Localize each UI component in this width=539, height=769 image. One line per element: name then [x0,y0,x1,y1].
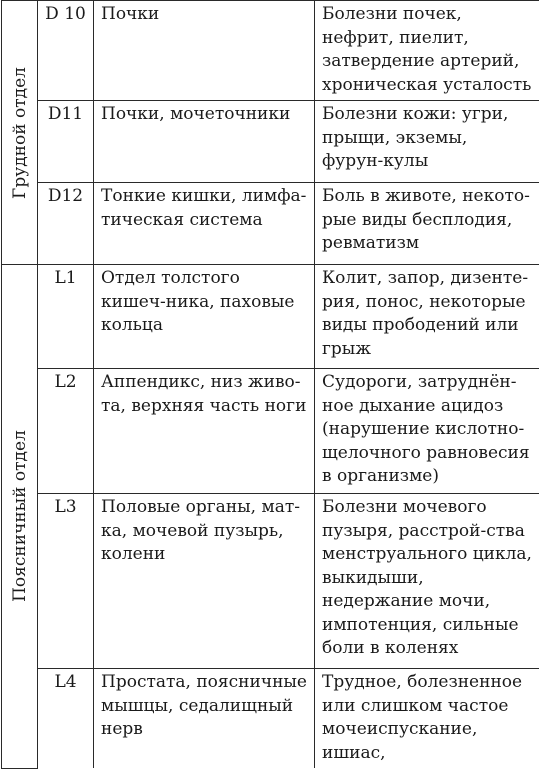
organs-cell: Половые органы, мат-ка, мочевой пузырь, колени [94,494,315,669]
diseases-cell: Болезни мочевого пузыря, расстрой-ства менструального цикла, выкидыши, недержание мочи, импотенция, сильные боли в коленях [315,494,539,669]
organs-cell: Аппендикс, низ живо-та, верхняя часть ноги [94,369,315,494]
diseases-cell: Болезни кожи: угри, прыщи, экземы, фурун-кулы [315,101,539,183]
organs-cell: Почки, мочеточники [94,101,315,183]
vertebra-code: L2 [38,369,94,494]
diseases-cell: Колит, запор, дизенте-рия, понос, некоторые виды прободений или грыж [315,265,539,369]
section-label: Поясничный отдел [10,430,30,602]
vertebra-code: L1 [38,265,94,369]
organs-cell: Простата, поясничные мышцы, седалищный нерв [94,669,315,769]
diseases-cell: Болезни почек, нефрит, пиелит, затвердение артерий, хроническая усталость [315,1,539,101]
table-row [2,1,539,101]
vertebra-code: L4 [38,669,94,769]
section-label: Грудной отдел [10,67,30,199]
table-row [2,265,539,369]
organs-cell: Тонкие кишки, лимфа-тическая система [94,183,315,265]
vertebra-code: D11 [38,101,94,183]
organs-cell: Отдел толстого кишеч-ника, паховые кольца [94,265,315,369]
diseases-cell: Трудное, болезненное или слишком частое мочеиспускание, ишиас, [315,669,539,769]
table-row [2,494,539,669]
vertebra-code: L3 [38,494,94,669]
diseases-cell: Боль в животе, некото-рые виды бесплодия, ревматизм [315,183,539,265]
vertebra-code: D 10 [38,1,94,101]
table-row [2,669,539,769]
spine-disease-table [1,0,539,769]
section-cell [2,1,38,265]
table-row [2,369,539,494]
section-cell [2,265,38,769]
table-row [2,183,539,265]
organs-cell: Почки [94,1,315,101]
table-row [2,101,539,183]
vertebra-code: D12 [38,183,94,265]
diseases-cell: Судороги, затруднён-ное дыхание ацидоз (нарушение кислотно-щелочного равновесия в организме) [315,369,539,494]
